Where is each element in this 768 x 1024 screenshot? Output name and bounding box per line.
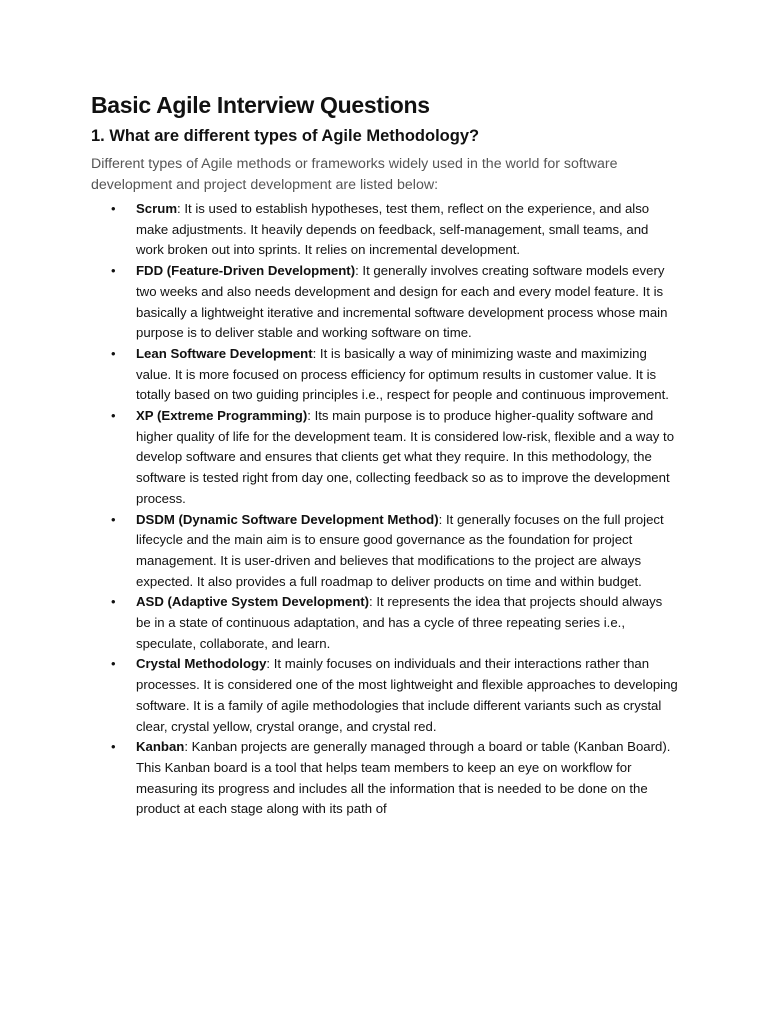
method-term: Lean Software Development — [136, 345, 313, 361]
bullet-icon: • — [111, 594, 116, 610]
method-description: : It is used to establish hypotheses, test them, reflect on the experience, and also make adjustments. It heavily depends on feedback, self-management, small teams, and work broken out into sprints. It relies on incremental development. — [136, 201, 650, 258]
method-description: : It generally focuses on the full project lifecycle and the main aim is to ensure good governance as the foundation for project management. It is user-driven and believes that modifications to the project are always expected. It also provides a full roadmap to deliver products on time and within budget. — [136, 511, 664, 589]
method-term: XP (Extreme Programming) — [136, 408, 308, 424]
method-description: : Its main purpose is to produce higher-quality software and higher quality of life for the development team. It is considered low-risk, flexible and a way to develop software and ensures that clients get what they require. In this methodology, the software is tested right from day one, collecting feedback so as to improve the development process. — [136, 408, 675, 506]
bullet-icon: • — [111, 201, 116, 216]
bullet-icon: • — [111, 656, 116, 672]
list-item — [111, 199, 678, 261]
intro-paragraph: Different types of Agile methods or frameworks widely used in the world for software development and project development are listed below: — [91, 156, 618, 193]
bullet-icon: • — [111, 511, 116, 527]
list-item — [111, 592, 678, 654]
method-description: : It represents the idea that projects should always be in a state of continuous adaptation, and has a cycle of three repeating series i.e., speculate, collaborate, and learn. — [136, 594, 663, 651]
method-term: Scrum — [136, 201, 178, 216]
method-description: : Kanban projects are generally managed through a board or table (Kanban Board). This Kanban board is a tool that helps team members to keep an eye on workflow for measuring its progress and includes all the information that is needed to be done on the product at each stage along with its path of — [136, 739, 671, 817]
method-term: DSDM (Dynamic Software Development Method) — [136, 511, 439, 527]
list-item — [111, 406, 678, 510]
list-item — [111, 510, 678, 593]
list-item — [111, 737, 678, 820]
question-heading: 1. What are different types of Agile Methodology? — [91, 127, 480, 145]
method-term: FDD (Feature-Driven Development) — [136, 263, 356, 279]
methodology-list — [111, 199, 678, 820]
bullet-icon: • — [111, 408, 116, 424]
bullet-icon: • — [111, 345, 116, 361]
bullet-icon: • — [111, 263, 116, 279]
page-title: Basic Agile Interview Questions — [91, 92, 430, 118]
method-term: ASD (Adaptive System Development) — [136, 594, 370, 610]
method-description: : It mainly focuses on individuals and their interactions rather than processes. It is considered one of the most lightweight and flexible approaches to developing software. It is a family of agile methodologies that include different variants such as crystal clear, crystal yellow, crystal orange, and crystal red. — [136, 656, 678, 734]
method-term: Kanban — [136, 739, 185, 755]
list-item — [111, 261, 678, 344]
method-description: : It generally involves creating software models every two weeks and also needs development and design for each and every model feature. It is basically a lightweight iterative and incremental software development process whose main purpose is to deliver stable and working software on time. — [136, 263, 668, 341]
bullet-icon: • — [111, 739, 116, 755]
method-term: Crystal Methodology — [136, 656, 267, 672]
list-item — [111, 344, 678, 406]
method-description: : It is basically a way of minimizing waste and maximizing value. It is more focused on process efficiency for optimum results in customer value. It is totally based on two guiding principles i.e., respect for people and continuous improvement. — [136, 345, 669, 403]
list-item — [111, 654, 678, 737]
